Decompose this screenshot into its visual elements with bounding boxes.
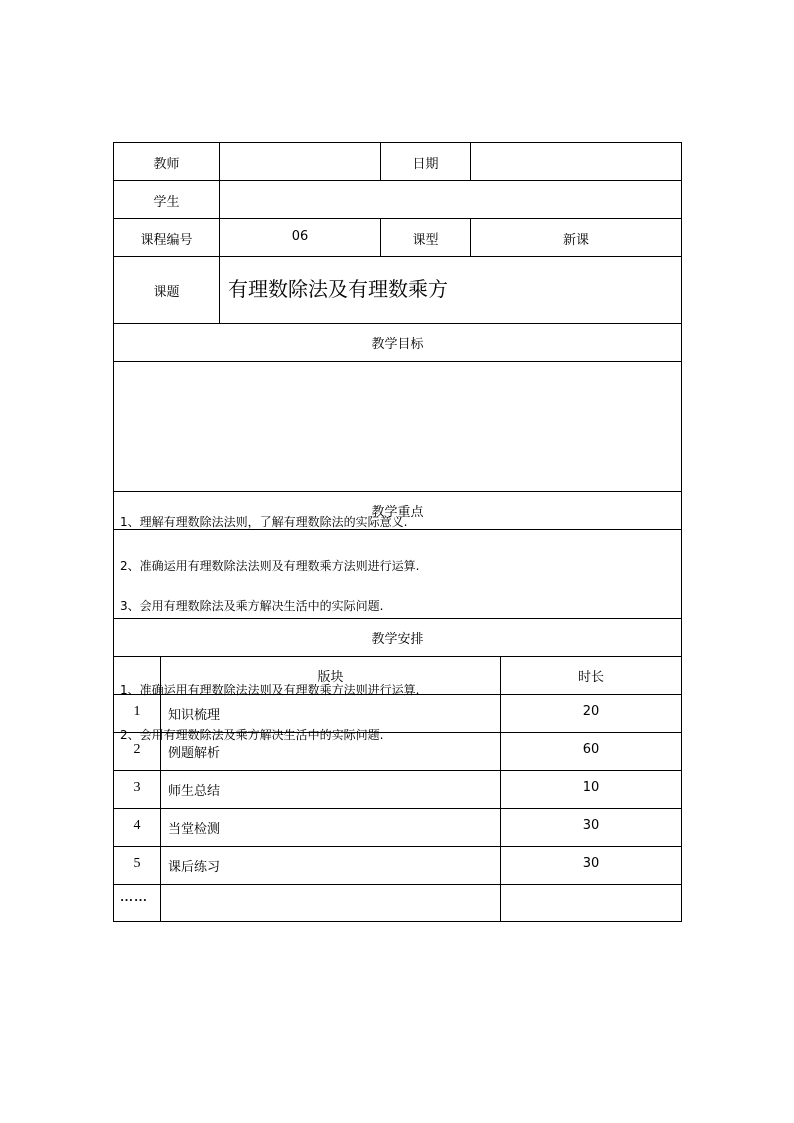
course-no-value: 06	[220, 219, 381, 257]
table-row	[114, 885, 682, 922]
schedule-header-duration: 时长	[501, 657, 682, 695]
table-row	[114, 733, 682, 771]
student-value	[220, 181, 682, 219]
row-block: 师生总结	[161, 771, 501, 809]
row-number: 5	[114, 847, 161, 885]
row-duration: 60	[501, 733, 682, 771]
row-block: 例题解析	[161, 733, 501, 771]
row-duration: 20	[501, 695, 682, 733]
key-points-title: 教学重点	[114, 492, 682, 530]
row-block: 知识梳理	[161, 695, 501, 733]
topic-value: 有理数除法及有理数乘方	[220, 257, 682, 324]
type-value: 新课	[471, 219, 682, 257]
table-row	[114, 847, 682, 885]
teacher-label: 教师	[114, 143, 220, 181]
date-value	[471, 143, 682, 181]
table-row	[114, 771, 682, 809]
row-number: 1	[114, 695, 161, 733]
teacher-value	[220, 143, 381, 181]
row-block: 当堂检测	[161, 809, 501, 847]
row-number: 4	[114, 809, 161, 847]
student-label: 学生	[114, 181, 220, 219]
row-number: 3	[114, 771, 161, 809]
schedule-header-no	[114, 657, 161, 695]
row-duration: 30	[501, 809, 682, 847]
key-point-item: 1、准确运用有理数除法法则及有理数乘方法则进行运算.	[120, 682, 420, 697]
row-block: 课后练习	[161, 847, 501, 885]
schedule-header-block: 版块	[161, 657, 501, 695]
date-label: 日期	[381, 143, 471, 181]
objectives-title: 教学目标	[114, 324, 682, 362]
topic-label: 课题	[114, 257, 220, 324]
row-duration: 10	[501, 771, 682, 809]
objective-item: 1、理解有理数除法法则，了解有理数除法的实际意义.	[120, 514, 408, 529]
objective-item: 3、会用有理数除法及乘方解决生活中的实际问题.	[120, 598, 384, 613]
type-label: 课型	[381, 219, 471, 257]
objective-item: 2、准确运用有理数除法法则及有理数乘方法则进行运算.	[120, 558, 420, 573]
key-point-item: 2、会用有理数除法及乘方解决生活中的实际问题.	[120, 727, 384, 742]
row-duration: 30	[501, 847, 682, 885]
row-block	[161, 885, 501, 922]
schedule-title: 教学安排	[114, 619, 682, 657]
ellipsis-cell: ……	[114, 885, 161, 922]
row-duration	[501, 885, 682, 922]
schedule-table	[113, 656, 682, 922]
table-row	[114, 809, 682, 847]
table-row	[114, 695, 682, 733]
course-no-label: 课程编号	[114, 219, 220, 257]
row-number: 2	[114, 733, 161, 771]
